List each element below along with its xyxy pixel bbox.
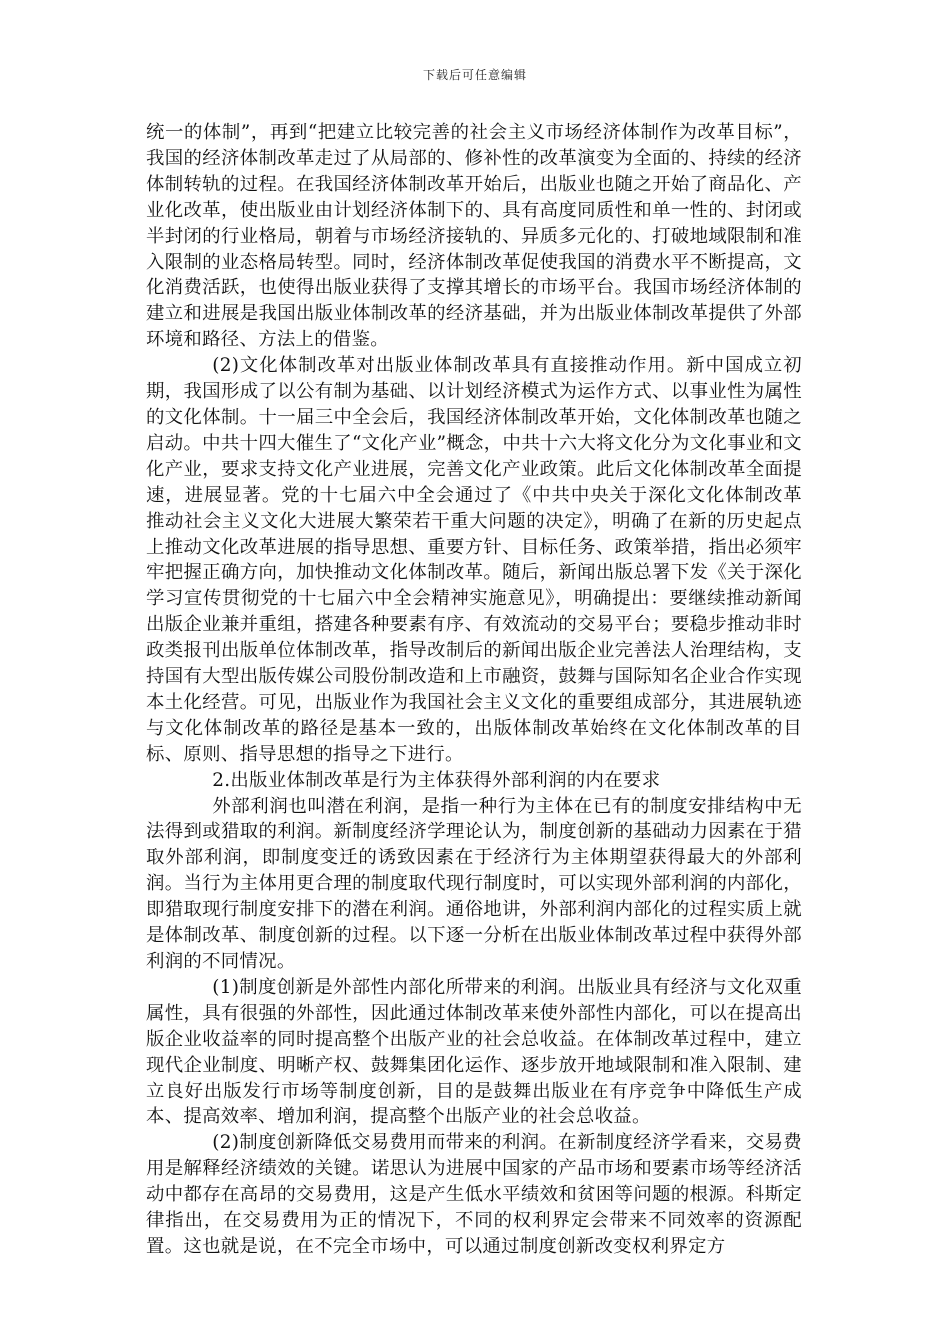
paragraph: 外部利润也叫潜在利润，是指一种行为主体在已有的制度安排结构中无法得到或猎取的利润。新制度经济学理论认为，制度创新的基础动力因素在于猎取外部利润，即制度变迁的诱致因素在于经济行为主体期望获得最大的外部利润。当行为主体用更合理的制度取代现行制度时，可以实现外部利润的内部化，即猎取现行制度安排下的潜在利润。通俗地讲，外部利润内部化的过程实质上就是体制改革、制度创新的过程。以下逐一分析在出版业体制改革过程中获得外部利润的不同情况。 [146, 795, 802, 972]
page-header: 下载后可任意编辑 [422, 68, 527, 82]
paragraph: (2)文化体制改革对出版业体制改革具有直接推动作用。新中国成立初期，我国形成了以公有制为基础、以计划经济模式为运作方式、以事业性为属性的文化体制。十一届三中全会后，我国经济体制改革开始，文化体制改革也随之启动。中共十四大催生了“文化产业”概念，中共十六大将文化分为文化事业和文化产业，要求支持文化产业进展，完善文化产业政策。此后文化体制改革全面提速，进展显著。党的十七届六中全会通过了《中共中央关于深化文化体制改革 推动社会主义文化大进展大繁荣若干重大问题的决定》，明确了在新的历史起点上推动文化改革进展的指导思想、重要方针、目标任务、政策举措，指出必须牢牢把握正确方向，加快推动文化体制改革。随后，新闻出版总署下发《关于深化学习宣传贯彻党的十七届六中全会精神实施意见》，明确提出：要继续推动新闻出版企业兼并重组，搭建各种要素有序、有效流动的交易平台；要稳步推动非时政类报刊出版单位体制改革，指导改制后的新闻出版企业完善法人治理结构，支持国有大型出版传媒公司股份制改造和上市融资，鼓舞与国际知名企业合作实现本土化经营。可见，出版业作为我国社会主义文化的重要组成部分，其进展轨迹与文化体制改革的路径是基本一致的，出版体制改革始终在文化体制改革的目标、原则、指导思想的指导之下进行。 [146, 355, 802, 765]
paragraph: (2)制度创新降低交易费用而带来的利润。在新制度经济学看来，交易费用是解释经济绩效的关键。诺思认为进展中国家的产品市场和要素市场等经济活动中都存在高昂的交易费用，这是产生低水平绩效和贫困等问题的根源。科斯定律指出，在交易费用为正的情况下，不同的权利界定会带来不同效率的资源配置。这也就是说，在不完全市场中，可以通过制度创新改变权利界定方 [146, 1132, 802, 1257]
paragraph: (1)制度创新是外部性内部化所带来的利润。出版业具有经济与文化双重属性，具有很强的外部性，因此通过体制改革来使外部性内部化，可以在提高出版企业收益率的同时提高整个出版产业的社会总收益。在体制改革过程中，建立现代企业制度、明晰产权、鼓舞集团化运作、逐步放开地域限制和准入限制、建立良好出版发行市场等制度创新，目的是鼓舞出版业在有序竞争中降低生产成本、提高效率、增加利润，提高整个出版产业的社会总收益。 [146, 976, 802, 1128]
section-heading: 2.出版业体制改革是行为主体获得外部利润的内在要求 [212, 769, 661, 791]
document-body [146, 120, 802, 1260]
paragraph: 统一的体制”，再到“把建立比较完善的社会主义市场经济体制作为改革目标”，我国的经济体制改革走过了从局部的、修补性的改革演变为全面的、持续的经济体制转轨的过程。在我国经济体制改革开始后，出版业也随之开始了商品化、产业化改革，使出版业由计划经济体制下的、具有高度同质性和单一性的、封闭或半封闭的行业格局，朝着与市场经济接轨的、异质多元化的、打破地域限制和准入限制的业态格局转型。同时，经济体制改革促使我国的消费水平不断提高，文化消费活跃，也使得出版业获得了支撑其增长的市场平台。我国市场经济体制的建立和进展是我国出版业体制改革的经济基础，并为出版业体制改革提供了外部环境和路径、方法上的借鉴。 [146, 122, 802, 351]
